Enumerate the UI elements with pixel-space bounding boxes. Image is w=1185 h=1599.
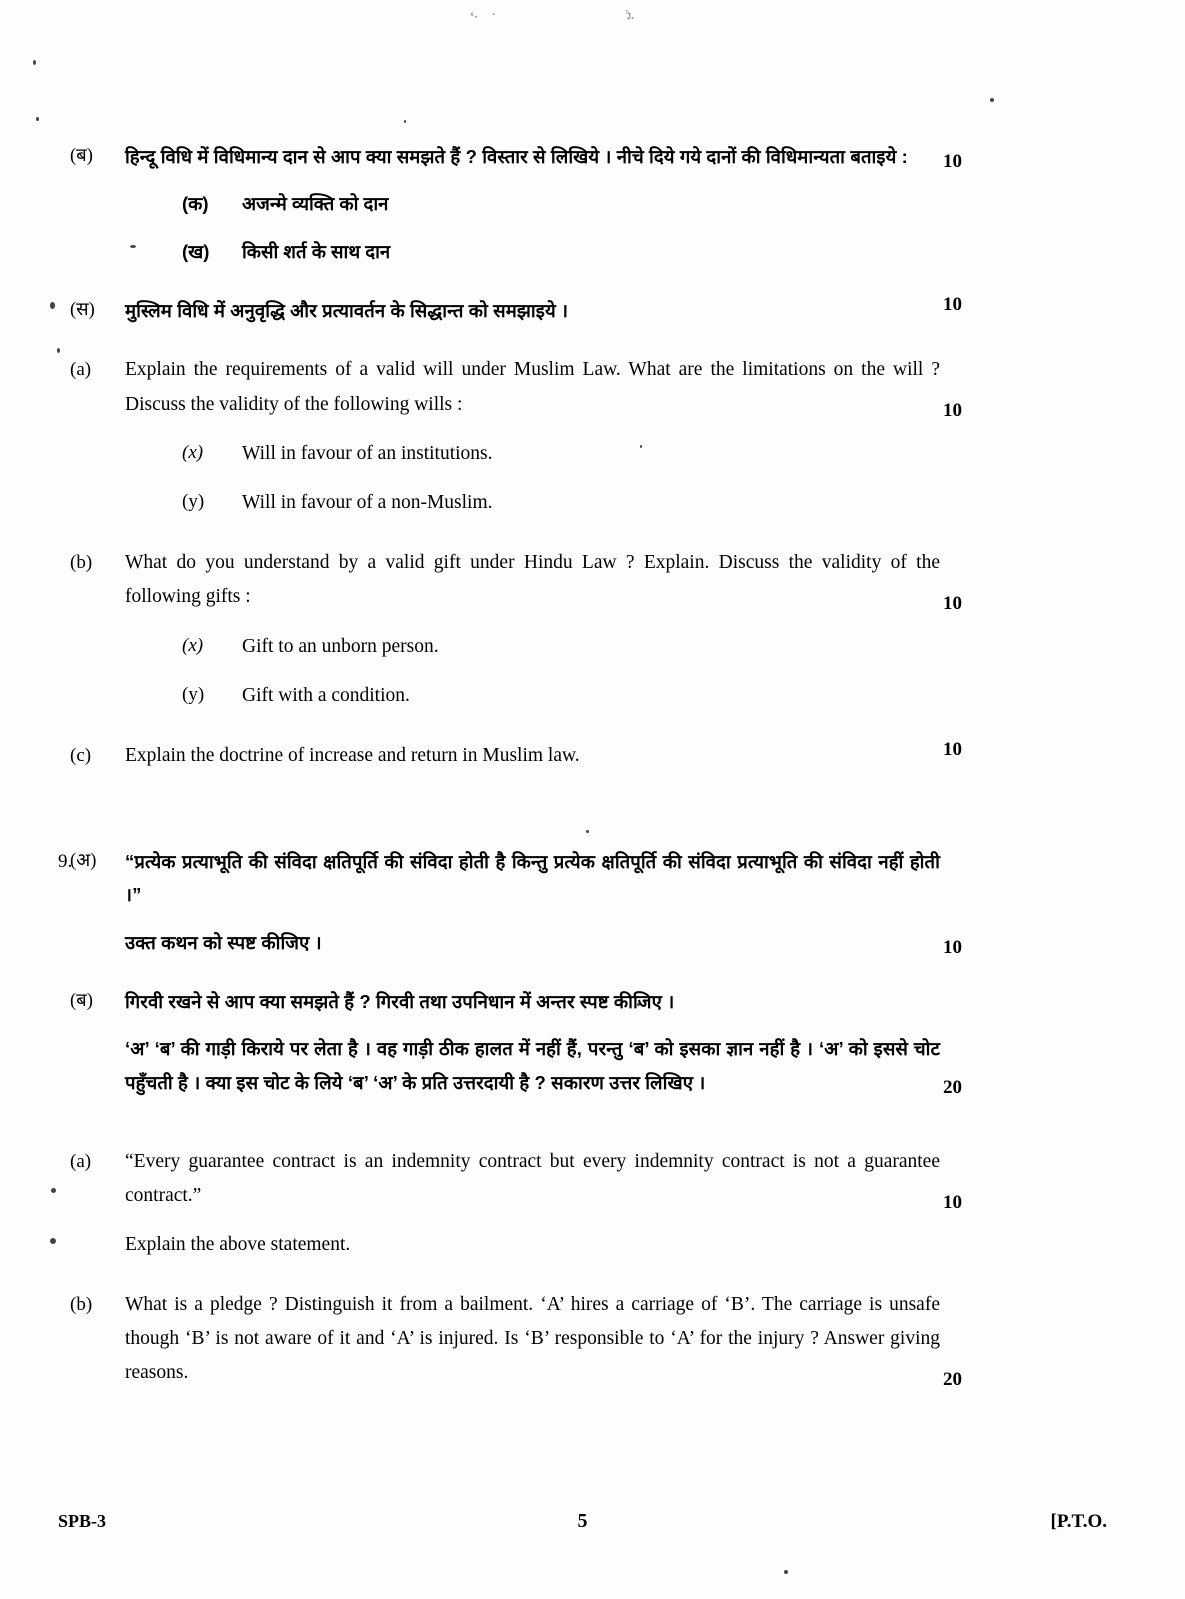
question-marks: 10	[943, 151, 962, 173]
question-label: (b)	[70, 552, 93, 573]
scan-speck	[784, 1570, 788, 1574]
question-label: (a)	[70, 1150, 92, 1172]
list-item	[182, 235, 997, 268]
page-number: 5	[577, 1510, 588, 1532]
sub-item-group	[0, 436, 1185, 520]
question-text: हिन्दू विधि में विधिमान्य दान से आप क्या समझते हैं ? विस्तार से लिखिये । नीचे दिये गये दानों की विधिमान्यता बताइये :	[125, 146, 908, 167]
question-marks: 10	[943, 738, 962, 760]
question-marks: 10	[943, 937, 962, 959]
question-label: (ब)	[70, 991, 93, 1012]
question-block	[0, 1288, 1185, 1391]
question-block	[0, 845, 1185, 959]
sub-item-text: Will in favour of a non-Muslim.	[242, 491, 493, 513]
question-marks: 20	[943, 1076, 962, 1098]
question-subtext: Explain the above statement.	[125, 1233, 351, 1255]
question-marks: 10	[943, 592, 962, 614]
question-block	[0, 546, 1185, 615]
list-item	[182, 485, 997, 520]
list-item	[182, 629, 997, 664]
sub-item-group	[0, 187, 1185, 268]
list-item	[182, 436, 997, 471]
question-label: (ब)	[70, 146, 93, 166]
question-text: “प्रत्येक प्रत्याभूति की संविदा क्षतिपूर्ति की संविदा होती है किन्तु प्रत्येक क्षतिपूर्ति की संविदा प्रत्याभूति की संविदा नहीं होती ।”	[125, 851, 940, 906]
sub-item-text: अजन्मे व्यक्ति को दान	[242, 193, 389, 215]
question-label: (b)	[70, 1293, 93, 1315]
question-text: What is a pledge ? Distinguish it from a bailment. ‘A’ hires a carriage of ‘B’. The carriage is unsafe though ‘B’ is not aware of it and ‘A’ is injured. Is ‘B’ responsible to ‘A’ for the injury ? Answer giving reasons.	[125, 1293, 940, 1384]
question-marks: 10	[943, 1192, 962, 1214]
question-marks: 10	[943, 399, 962, 421]
question-text: What do you understand by a valid gift under Hindu Law ? Explain. Discuss the validity of the following gifts :	[125, 552, 940, 608]
pto-marker: [P.T.O.	[1050, 1511, 1107, 1532]
question-text: गिरवी रखने से आप क्या समझते हैं ? गिरवी तथा उपनिधान में अन्तर स्पष्ट कीजिए ।	[125, 991, 675, 1013]
list-item	[182, 678, 997, 713]
question-label: (c)	[70, 744, 92, 766]
question-text: “Every guarantee contract is an indemnity contract but every indemnity contract is not a guarantee contract.”	[125, 1150, 940, 1207]
sub-item-label: (y)	[182, 683, 205, 705]
question-block	[0, 140, 1185, 173]
sub-item-group	[0, 629, 1185, 713]
paper-code: SPB-3	[58, 1511, 107, 1531]
sub-item-text: Gift to an unborn person.	[242, 635, 439, 657]
sub-item-label: (क)	[182, 193, 209, 215]
sub-item-text: Will in favour of an institutions.	[242, 442, 493, 464]
question-number: 9.	[58, 851, 73, 873]
question-block	[0, 739, 1185, 773]
question-label: (अ)	[70, 851, 97, 872]
question-subtext: उक्त कथन को स्पष्ट कीजिए ।	[125, 931, 322, 953]
question-block	[0, 353, 1185, 422]
sub-item-label: (x)	[182, 634, 204, 656]
question-text: मुस्लिम विधि में अनुवृद्धि और प्रत्यावर्तन के सिद्धान्त को समझाइये ।	[125, 299, 569, 321]
sub-item-label: (ख)	[182, 240, 210, 262]
question-marks: 10	[943, 293, 962, 315]
question-subtext: ‘अ’ ‘ब’ की गाड़ी किराये पर लेता है । वह गाड़ी ठीक हालत में नहीं हैं, परन्तु ‘ब’ को इसका ज्ञान नहीं है । ‘अ’ को इससे चोट पहुँचती है । क्या इस चोट के लिये ‘ब’ ‘अ’ के प्रति उत्तरदायी है ? सकारण उत्तर लिखिए ।	[125, 1038, 940, 1093]
sub-item-label: (x)	[182, 441, 204, 463]
question-marks: 20	[943, 1368, 962, 1390]
sub-item-label: (y)	[182, 490, 205, 512]
question-text: Explain the doctrine of increase and return in Muslim law.	[125, 744, 580, 766]
scan-smudge: ʻ·ᷡ ·	[468, 6, 496, 27]
list-item	[182, 187, 997, 220]
question-label: (स)	[70, 299, 95, 320]
question-label: (a)	[70, 359, 92, 381]
question-text: Explain the requirements of a valid will under Muslim Law. What are the limitations on the will ? Discuss the validity of the following wills :	[125, 359, 940, 415]
sub-item-text: Gift with a condition.	[242, 684, 410, 706]
scan-smudge: ᷤ⸱ꞌ·	[626, 8, 635, 29]
question-block	[0, 1145, 1185, 1262]
page-footer	[0, 1510, 1185, 1533]
question-block	[0, 294, 1185, 327]
question-block	[0, 985, 1185, 1099]
sub-item-text: किसी शर्त के साथ दान	[242, 240, 391, 262]
